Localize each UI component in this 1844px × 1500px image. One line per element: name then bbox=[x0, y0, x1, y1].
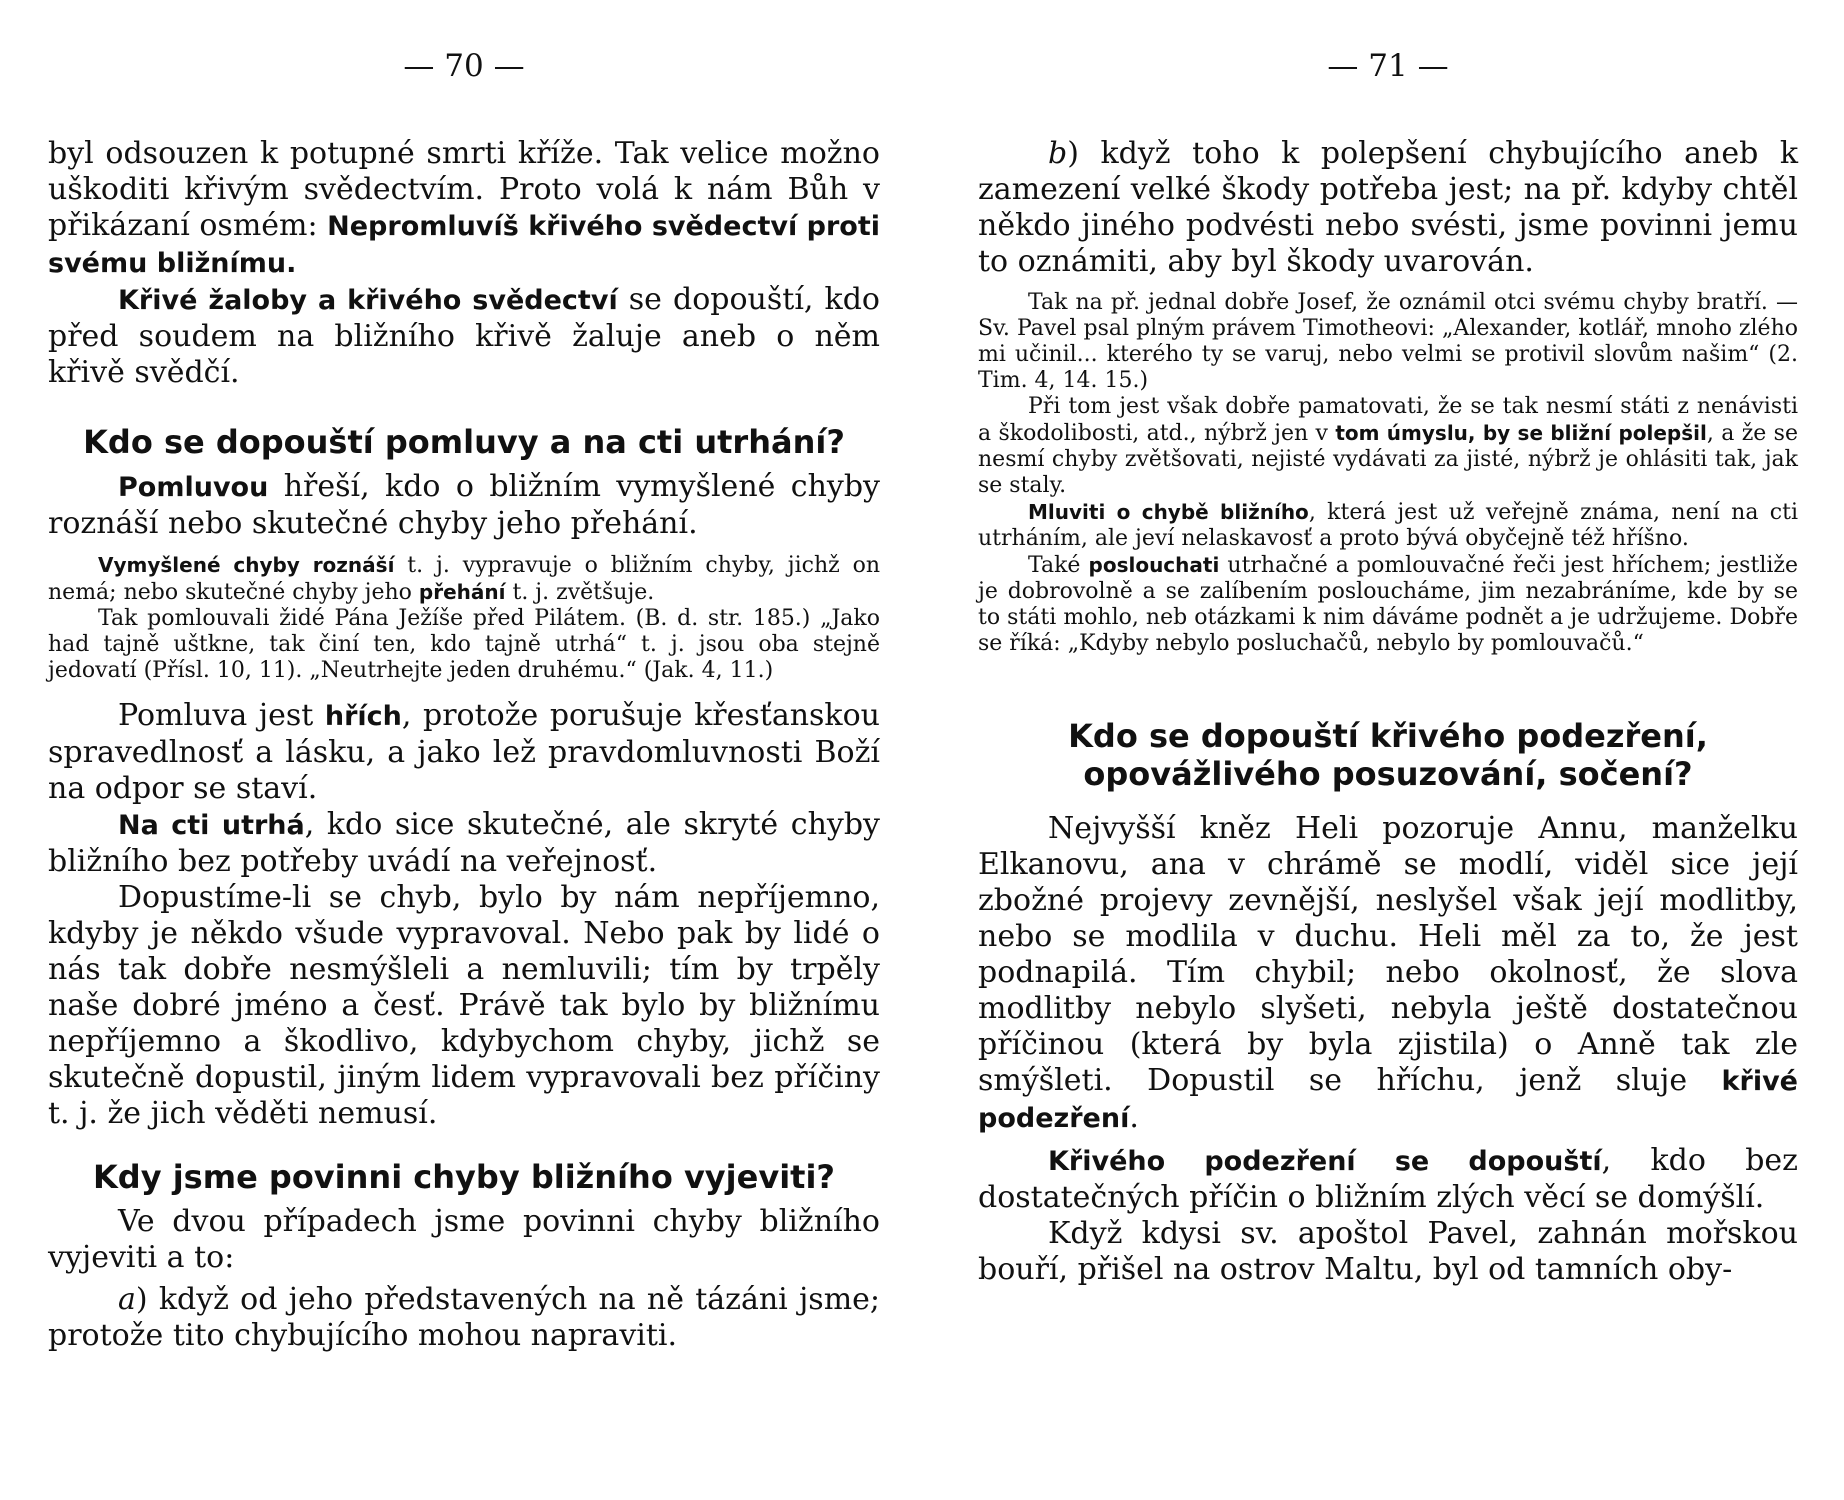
text: , kdo sice skutečné, ale skryté chyby bližního bez potřeby uvádí na veřejnosť. bbox=[48, 807, 880, 879]
emphasis: poslouchati bbox=[1088, 553, 1220, 577]
text: . bbox=[1129, 1100, 1139, 1135]
text: t. j. vypravuje o bližním chyby, jichž on nemá; nebo skutečné chyby jeho bbox=[48, 553, 880, 605]
small-paragraph bbox=[978, 394, 1798, 499]
emphasis: křivé podezření bbox=[978, 1066, 1798, 1134]
text: hřeší, kdo o bližním vymyšlené chyby roznáší nebo skutečné chyby jeho přehání. bbox=[48, 469, 880, 541]
paragraph bbox=[48, 282, 880, 391]
emphasis: Nepromluvíš křivého svědectví proti svému bližnímu. bbox=[48, 211, 880, 279]
text: , která jest už veřejně známa, není na cti utrháním, ale jeví nelaskavosť a proto bývá obyčejně též hříšno. bbox=[978, 500, 1799, 551]
text: se dopouští, kdo před soudem na bližního křivě žaluje aneb o něm křivě svědčí. bbox=[48, 282, 880, 390]
paragraph: Když kdysi sv. apoštol Pavel, zahnán mořskou bouří, přišel na ostrov Maltu, byl od tamních oby- bbox=[978, 1216, 1798, 1287]
small-paragraph bbox=[978, 552, 1798, 657]
text: ) když od jeho představených na ně tázáni jsme; protože tito chybujícího mohou napraviti. bbox=[48, 1282, 880, 1353]
paragraph bbox=[978, 1143, 1798, 1216]
small-paragraph: Tak pomlouvali židé Pána Ježíše před Pilátem. (B. d. str. 185.) „Jako had tajně uštkne, tak činí ten, kdo tajně utrhá“ t. j. jsou oba stejně jedovatí (Přísl. 10, 11). „Neutrhejte jeden druhému.“ (Jak. 4, 11.) bbox=[48, 606, 880, 683]
text: , protože porušuje křesťanskou spravedlnosť a lásku, a jako lež pravdomluvnosti Boží na odpor se staví. bbox=[48, 698, 880, 806]
small-paragraph bbox=[48, 552, 880, 606]
text: Nejvyšší kněz Heli pozoruje Annu, manželku Elkanovu, ana v chrámě se modlí, viděl sice její zbožné projevy zevnější, neslyšel však její modlitby, nebo se modlila v duchu. Heli měl za to, že jest podnapilá. Tím chybil; nebo okolnosť, že slova modlitby nebylo slyšeti, nebyla ještě dostatečnou příčinou (která by byla zjistila) o Anně tak zle smýšleti. Dopustil se hříchu, jenž sluje bbox=[978, 811, 1798, 1098]
text: utrhačné a pomlouvačné řeči jest hříchem; jestliže je dobrovolně a se zalíbením posloucháme, jim nezabráníme, kde by se to státi mohlo, neb otázkami k nim dáváme podnět a je udržujeme. Dobře se říká: „Kdyby nebylo posluchačů, nebylo by pomlouvačů.“ bbox=[978, 553, 1798, 656]
emphasis: tom úmyslu, by se bližní polepšil bbox=[1335, 421, 1707, 445]
paragraph bbox=[48, 469, 880, 542]
text: Při tom jest však dobře pamatovati, že se tak nesmí státi z nenávisti a škodolibosti, atd., nýbrž jen v bbox=[978, 394, 1798, 446]
emphasis: Křivého podezření se dopouští bbox=[1048, 1146, 1602, 1177]
section-heading: Kdo se dopouští pomluvy a na cti utrhání? bbox=[83, 423, 845, 461]
emphasis: hřích bbox=[324, 701, 402, 732]
page-right bbox=[978, 0, 1798, 1500]
page-content bbox=[978, 136, 1798, 1288]
paragraph bbox=[48, 807, 880, 880]
text: Také bbox=[1028, 553, 1089, 578]
paragraph bbox=[978, 811, 1798, 1137]
paragraph bbox=[48, 136, 880, 282]
paragraph: Ve dvou případech jsme povinni chyby bližního vyjeviti a to: bbox=[48, 1204, 880, 1275]
text: ) když toho k polepšení chybujícího aneb k zamezení velké škody potřeba jest; na př. kdyby chtěl někdo jiného podvésti nebo svésti, jsme povinni jemu to oznámiti, aby byl škody uvarován. bbox=[978, 136, 1798, 279]
paragraph bbox=[48, 1282, 880, 1354]
emphasis: Mluviti o chybě bližního bbox=[1028, 500, 1309, 524]
emphasis: Pomluvou bbox=[118, 472, 269, 503]
text: byl odsouzen k potupné smrti kříže. Tak velice možno uškoditi křivým svědectvím. Proto volá k nám Bůh v přikázaní osmém: bbox=[48, 136, 880, 243]
page-number: — 70 — bbox=[403, 48, 525, 84]
paragraph: Dopustíme-li se chyb, bylo by nám nepříjemno, kdyby je někdo všude vypravoval. Nebo pak by lidé o nás tak dobře nesmýšleli a nemluvili; tím by trpěly naše dobré jméno a česť. Právě tak bylo by bližnímu nepříjemno a škodlivo, kdybychom chyby, jichž se skutečně dopustil, jiným lidem vypravovali bez příčiny t. j. že jich věděti nemusí. bbox=[48, 880, 880, 1131]
page-content bbox=[48, 136, 880, 1354]
page-left bbox=[48, 0, 880, 1500]
emphasis: Křivé žaloby a křivého svědectví bbox=[118, 285, 618, 316]
emphasis: Na cti utrhá bbox=[118, 810, 305, 841]
text: Pomluva jest bbox=[118, 698, 325, 733]
paragraph bbox=[978, 136, 1798, 280]
emphasis: Vymyšlené chyby roznáší bbox=[98, 553, 395, 577]
text: , a že se nesmí chyby zvětšovati, nejisté vydávati za jisté, nýbrž je ohlásiti tak, jak se staly. bbox=[978, 421, 1798, 498]
small-paragraph bbox=[978, 499, 1798, 552]
emphasis: přehání bbox=[418, 580, 506, 604]
list-marker: b bbox=[1048, 136, 1068, 171]
text: t. j. zvětšuje. bbox=[505, 580, 655, 605]
paragraph bbox=[48, 698, 880, 807]
section-heading: Kdo se dopouští křivého podezření, opovážlivého posuzování, sočení? bbox=[1068, 717, 1708, 793]
list-marker: a bbox=[118, 1282, 136, 1317]
page-number: — 71 — bbox=[1327, 48, 1449, 84]
small-paragraph: Tak na př. jednal dobře Josef, že oznámil otci svému chyby bratří. — Sv. Pavel psal plným právem Timotheovi: „Alexander, kotlář, mnoho zlého mi učinil... kterého ty se varuj, nebo velmi se protivil slovům našim“ (2. Tim. 4, 14. 15.) bbox=[978, 290, 1798, 393]
text: , kdo bez dostatečných příčin o bližním zlých věcí se domýšlí. bbox=[978, 1143, 1798, 1215]
section-heading: Kdy jsme povinni chyby bližního vyjeviti? bbox=[93, 1158, 835, 1196]
